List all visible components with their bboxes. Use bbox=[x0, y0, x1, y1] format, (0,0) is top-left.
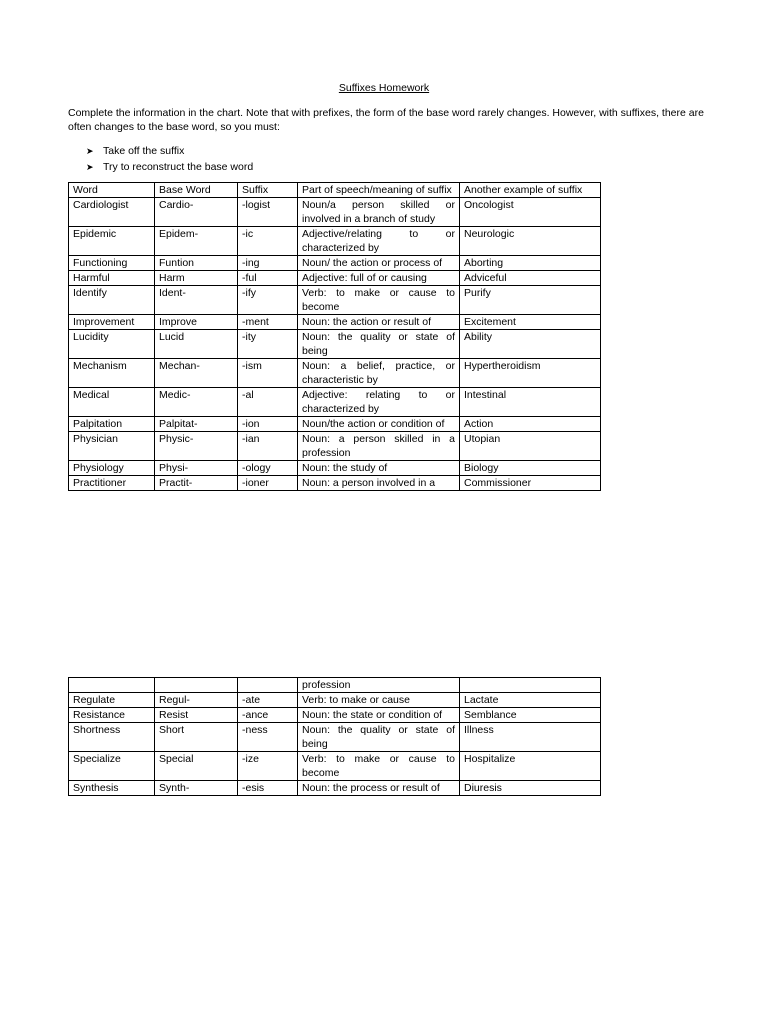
meaning-cell: Noun: the process or result of bbox=[298, 781, 460, 796]
example-cell: Action bbox=[460, 417, 601, 432]
instructions-paragraph: Complete the information in the chart. Note that with prefixes, the form of the base word rarely changes. However, with suffixes, there are often changes to the base word, so you must: bbox=[68, 107, 704, 133]
bullet-text: Take off the suffix bbox=[103, 145, 185, 157]
meaning-cell: Noun: the study of bbox=[298, 461, 460, 476]
word-cell: Mechanism bbox=[69, 359, 155, 388]
meaning-cell: profession bbox=[298, 678, 460, 693]
suffix-cell: -esis bbox=[238, 781, 298, 796]
table-row bbox=[69, 227, 601, 256]
word-cell: Shortness bbox=[69, 723, 155, 752]
header-cell: Word bbox=[69, 183, 155, 198]
meaning-cell: Adjective: full of or causing bbox=[298, 271, 460, 286]
example-cell: Semblance bbox=[460, 708, 601, 723]
example-cell bbox=[460, 678, 601, 693]
table-row bbox=[69, 286, 601, 315]
word-cell: Functioning bbox=[69, 256, 155, 271]
meaning-cell: Noun/a person skilled or involved in a branch of study bbox=[298, 198, 460, 227]
table-header-row bbox=[69, 183, 601, 198]
suffix-cell: -ness bbox=[238, 723, 298, 752]
bullet-item bbox=[86, 143, 253, 159]
base-word-cell: Ident- bbox=[155, 286, 238, 315]
suffix-cell: -ate bbox=[238, 693, 298, 708]
table-row bbox=[69, 432, 601, 461]
example-cell: Excitement bbox=[460, 315, 601, 330]
table-row bbox=[69, 388, 601, 417]
base-word-cell: Short bbox=[155, 723, 238, 752]
header-cell: Another example of suffix bbox=[460, 183, 601, 198]
table-row bbox=[69, 198, 601, 227]
base-word-cell: Resist bbox=[155, 708, 238, 723]
table-row bbox=[69, 359, 601, 388]
example-cell: Oncologist bbox=[460, 198, 601, 227]
base-word-cell: Improve bbox=[155, 315, 238, 330]
table-row bbox=[69, 256, 601, 271]
word-cell: Physician bbox=[69, 432, 155, 461]
example-cell: Utopian bbox=[460, 432, 601, 461]
suffix-cell: -ize bbox=[238, 752, 298, 781]
table-row bbox=[69, 723, 601, 752]
example-cell: Diuresis bbox=[460, 781, 601, 796]
table-row bbox=[69, 752, 601, 781]
suffix-chart-table bbox=[68, 182, 601, 491]
example-cell: Hypertheroidism bbox=[460, 359, 601, 388]
meaning-cell: Noun/the action or condition of bbox=[298, 417, 460, 432]
base-word-cell: Palpitat- bbox=[155, 417, 238, 432]
bullet-item bbox=[86, 159, 253, 175]
example-cell: Neurologic bbox=[460, 227, 601, 256]
example-cell: Hospitalize bbox=[460, 752, 601, 781]
suffix-cell bbox=[238, 678, 298, 693]
table-row bbox=[69, 330, 601, 359]
base-word-cell: Harm bbox=[155, 271, 238, 286]
meaning-cell: Verb: to make or cause to become bbox=[298, 286, 460, 315]
base-word-cell: Funtion bbox=[155, 256, 238, 271]
meaning-cell: Noun/ the action or process of bbox=[298, 256, 460, 271]
example-cell: Intestinal bbox=[460, 388, 601, 417]
word-cell: Palpitation bbox=[69, 417, 155, 432]
meaning-cell: Verb: to make or cause bbox=[298, 693, 460, 708]
meaning-cell: Noun: the state or condition of bbox=[298, 708, 460, 723]
table-row bbox=[69, 315, 601, 330]
table-row bbox=[69, 417, 601, 432]
header-cell: Suffix bbox=[238, 183, 298, 198]
word-cell bbox=[69, 678, 155, 693]
suffix-cell: -ify bbox=[238, 286, 298, 315]
meaning-cell: Noun: the action or result of bbox=[298, 315, 460, 330]
table-row bbox=[69, 781, 601, 796]
word-cell: Epidemic bbox=[69, 227, 155, 256]
word-cell: Lucidity bbox=[69, 330, 155, 359]
table-row bbox=[69, 678, 601, 693]
example-cell: Lactate bbox=[460, 693, 601, 708]
meaning-cell: Adjective: relating to or characterized by bbox=[298, 388, 460, 417]
base-word-cell: Regul- bbox=[155, 693, 238, 708]
base-word-cell: Physic- bbox=[155, 432, 238, 461]
example-cell: Aborting bbox=[460, 256, 601, 271]
meaning-cell: Verb: to make or cause to become bbox=[298, 752, 460, 781]
base-word-cell bbox=[155, 678, 238, 693]
suffix-cell: -ic bbox=[238, 227, 298, 256]
suffix-cell: -ology bbox=[238, 461, 298, 476]
example-cell: Ability bbox=[460, 330, 601, 359]
suffix-cell: -ment bbox=[238, 315, 298, 330]
base-word-cell: Physi- bbox=[155, 461, 238, 476]
meaning-cell: Noun: a belief, practice, or characteristic by bbox=[298, 359, 460, 388]
example-cell: Biology bbox=[460, 461, 601, 476]
word-cell: Physiology bbox=[69, 461, 155, 476]
suffix-cell: -al bbox=[238, 388, 298, 417]
suffix-cell: -ian bbox=[238, 432, 298, 461]
suffix-cell: -ioner bbox=[238, 476, 298, 491]
word-cell: Resistance bbox=[69, 708, 155, 723]
meaning-cell: Adjective/relating to or characterized by bbox=[298, 227, 460, 256]
word-cell: Improvement bbox=[69, 315, 155, 330]
suffix-cell: -ing bbox=[238, 256, 298, 271]
base-word-cell: Epidem- bbox=[155, 227, 238, 256]
meaning-cell: Noun: the quality or state of being bbox=[298, 330, 460, 359]
table-row bbox=[69, 708, 601, 723]
suffix-cell: -ion bbox=[238, 417, 298, 432]
word-cell: Identify bbox=[69, 286, 155, 315]
word-cell: Regulate bbox=[69, 693, 155, 708]
document-title: Suffixes Homework bbox=[338, 82, 430, 94]
suffix-cell: -ism bbox=[238, 359, 298, 388]
example-cell: Commissioner bbox=[460, 476, 601, 491]
base-word-cell: Mechan- bbox=[155, 359, 238, 388]
word-cell: Specialize bbox=[69, 752, 155, 781]
example-cell: Illness bbox=[460, 723, 601, 752]
example-cell: Purify bbox=[460, 286, 601, 315]
word-cell: Medical bbox=[69, 388, 155, 417]
base-word-cell: Synth- bbox=[155, 781, 238, 796]
table-row bbox=[69, 693, 601, 708]
meaning-cell: Noun: the quality or state of being bbox=[298, 723, 460, 752]
arrow-bullet-icon: ➤ bbox=[86, 146, 94, 156]
base-word-cell: Lucid bbox=[155, 330, 238, 359]
meaning-cell: Noun: a person involved in a bbox=[298, 476, 460, 491]
arrow-bullet-icon: ➤ bbox=[86, 162, 94, 172]
bullet-list bbox=[86, 143, 253, 175]
suffix-chart-table-continued bbox=[68, 677, 601, 796]
table-row bbox=[69, 461, 601, 476]
meaning-cell: Noun: a person skilled in a profession bbox=[298, 432, 460, 461]
suffix-cell: -ity bbox=[238, 330, 298, 359]
header-cell: Base Word bbox=[155, 183, 238, 198]
suffix-cell: -ance bbox=[238, 708, 298, 723]
suffix-cell: -logist bbox=[238, 198, 298, 227]
header-cell: Part of speech/meaning of suffix bbox=[298, 183, 460, 198]
word-cell: Cardiologist bbox=[69, 198, 155, 227]
suffix-cell: -ful bbox=[238, 271, 298, 286]
base-word-cell: Practit- bbox=[155, 476, 238, 491]
word-cell: Harmful bbox=[69, 271, 155, 286]
table-row bbox=[69, 271, 601, 286]
word-cell: Practitioner bbox=[69, 476, 155, 491]
base-word-cell: Cardio- bbox=[155, 198, 238, 227]
table-row bbox=[69, 476, 601, 491]
base-word-cell: Medic- bbox=[155, 388, 238, 417]
example-cell: Adviceful bbox=[460, 271, 601, 286]
word-cell: Synthesis bbox=[69, 781, 155, 796]
bullet-text: Try to reconstruct the base word bbox=[103, 161, 254, 173]
base-word-cell: Special bbox=[155, 752, 238, 781]
